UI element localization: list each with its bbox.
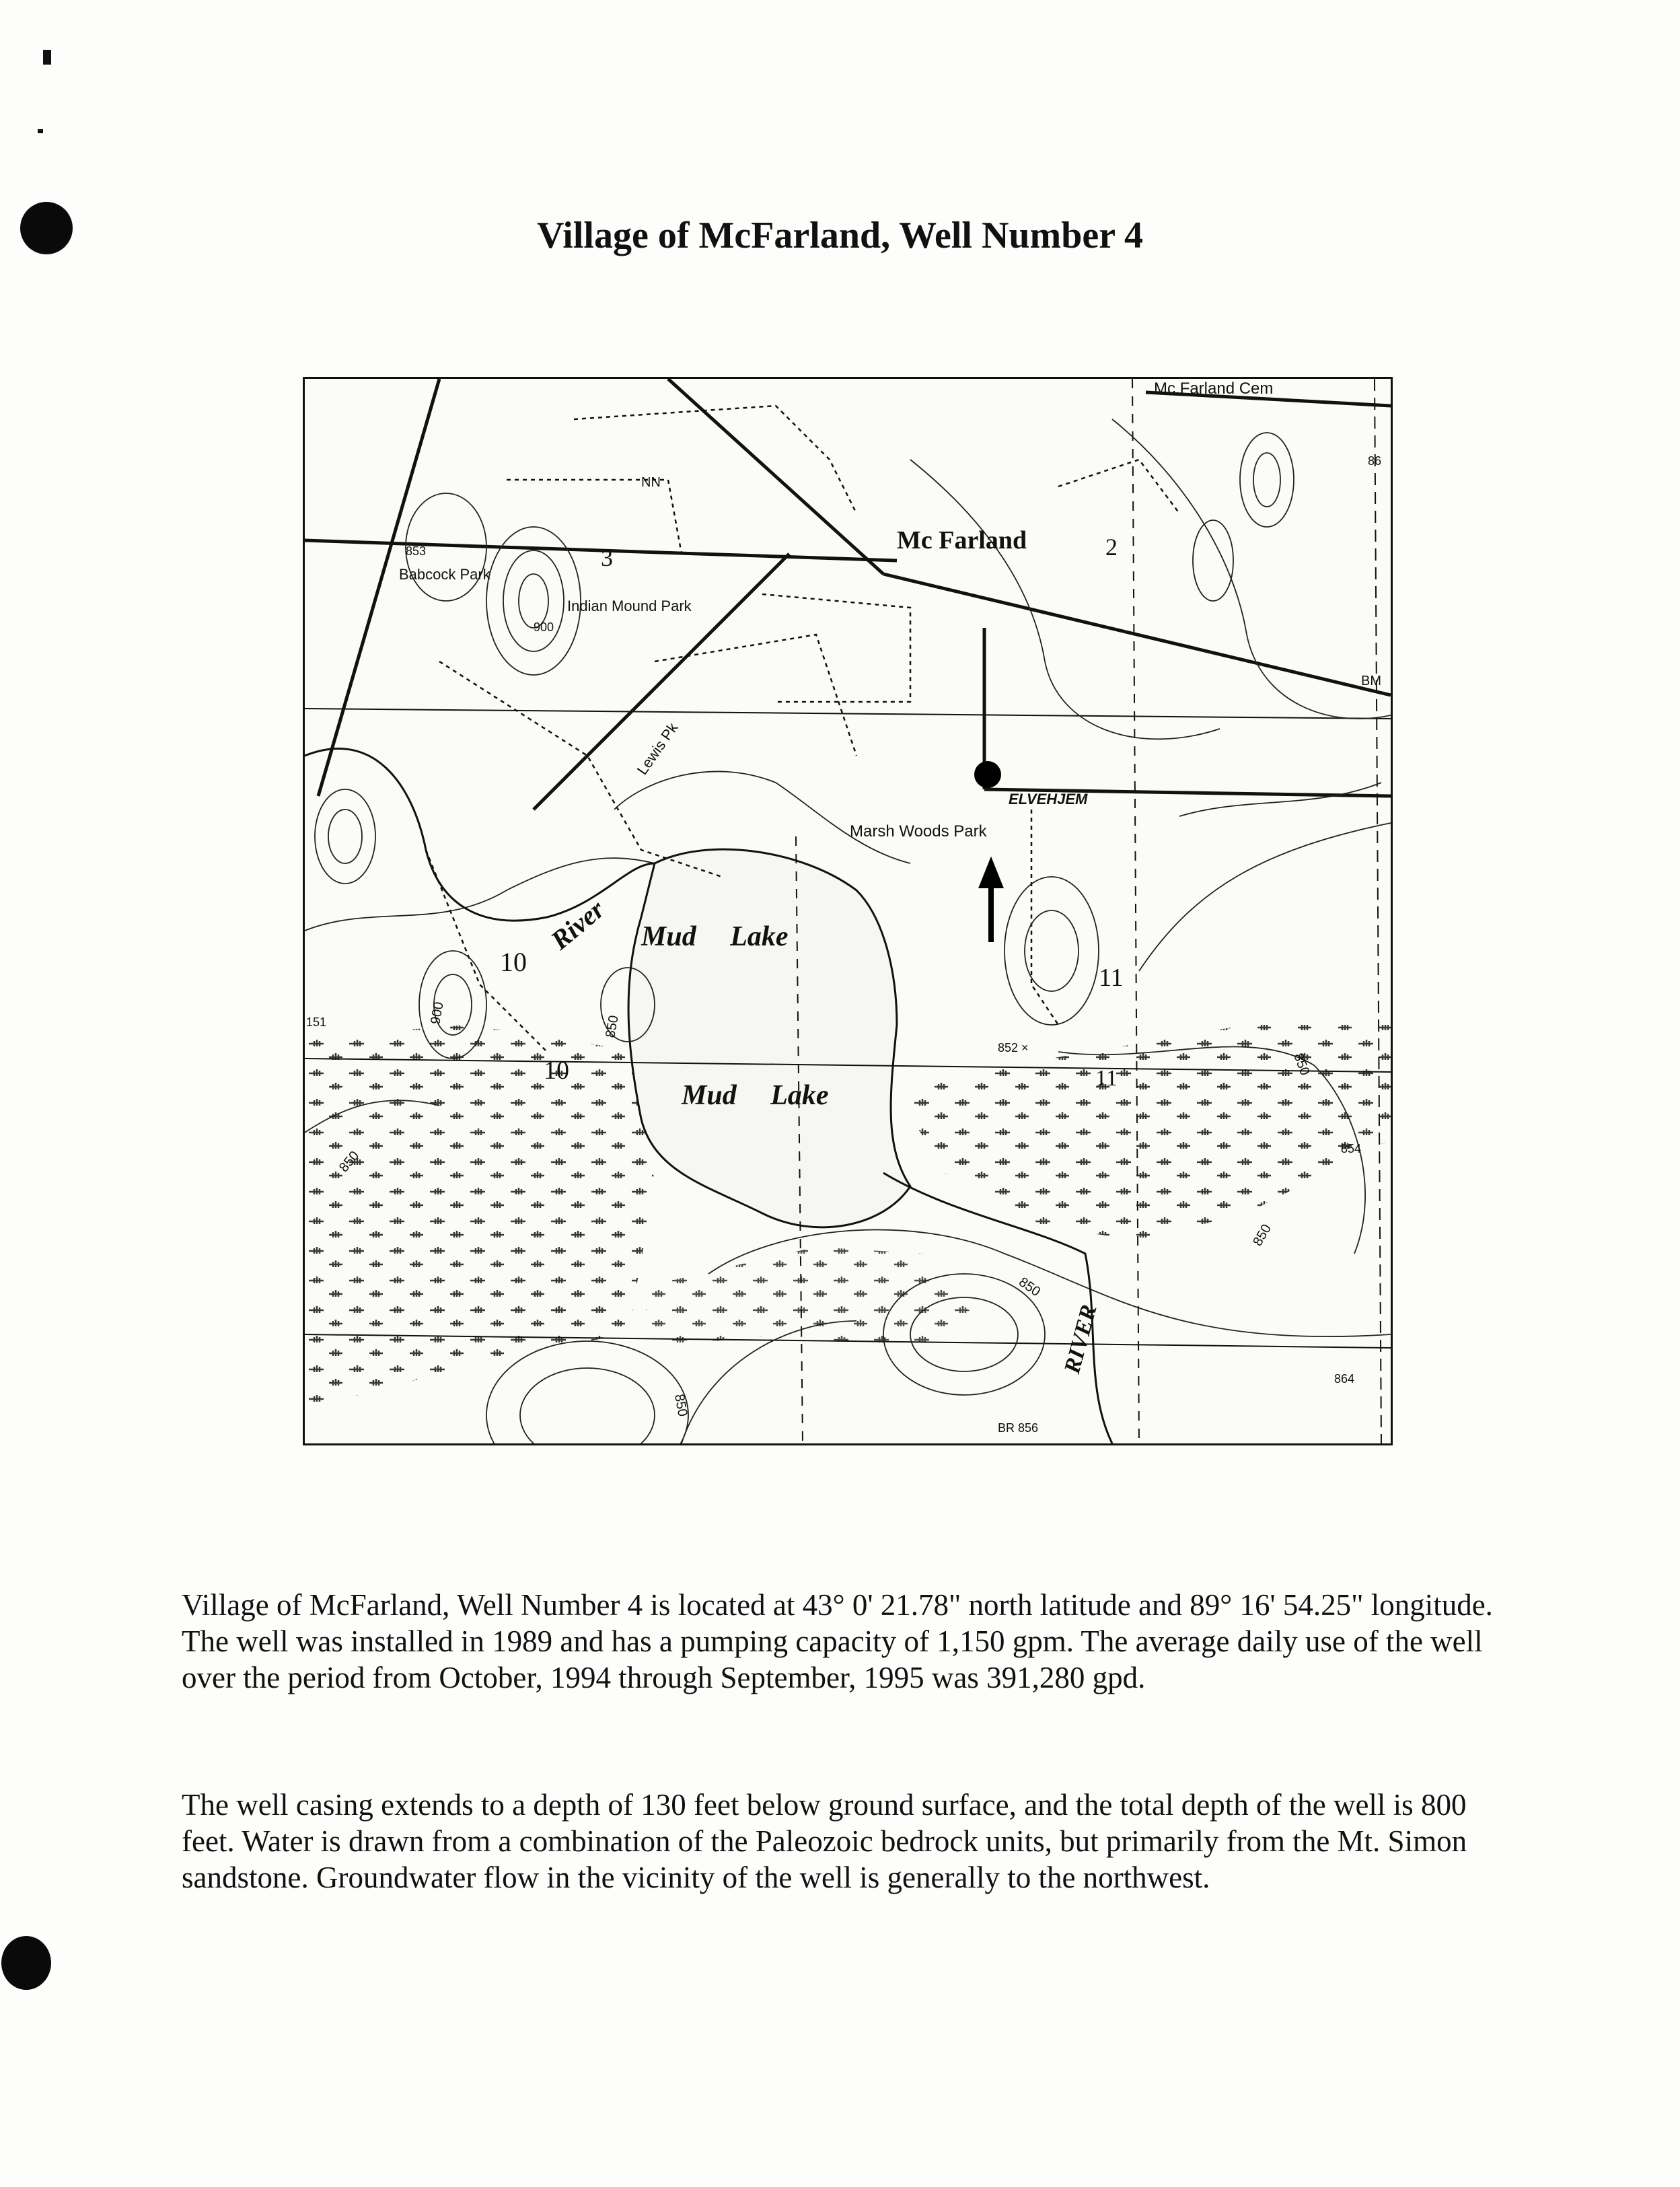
label-section-10: 10 xyxy=(500,947,527,977)
label-elev-852: 852 × xyxy=(998,1041,1029,1054)
well-location-marker xyxy=(974,761,1001,788)
scan-speck xyxy=(43,50,51,65)
label-section-11b: 11 xyxy=(1095,1066,1118,1091)
label-elev-151: 151 xyxy=(306,1015,327,1029)
label-indian-mound-park: Indian Mound Park xyxy=(567,598,692,614)
label-mud-lake-south: Mud Lake xyxy=(682,1080,829,1111)
label-elev-850b: 850 xyxy=(336,1148,363,1176)
label-mud-lake-north: Mud Lake xyxy=(641,921,789,952)
label-section-2: 2 xyxy=(1105,534,1118,561)
scan-speck xyxy=(38,129,43,133)
marsh-area-east xyxy=(897,1025,1391,1240)
label-elev-850e: 850 xyxy=(1290,1051,1313,1078)
label-section-10b: 10 xyxy=(544,1056,569,1085)
label-route-nn: NN xyxy=(641,475,661,490)
label-mcfarland-cem: Mc Farland Cem xyxy=(1154,380,1274,398)
label-elev-850f: 850 xyxy=(1250,1221,1275,1249)
label-section-3: 3 xyxy=(601,544,613,571)
description-paragraph-construction: The well casing extends to a depth of 130 feet below ground surface, and the total depth of the well is 800 feet. Water is drawn from a combination of the Paleozoic bedrock units, but primarily from the Mt. Simon sandstone. Groundwater flow in the vicinity of the well is generally to the northwest. xyxy=(182,1788,1467,1894)
label-elev-86: 86 xyxy=(1368,454,1382,468)
label-elev-850d: 850 xyxy=(671,1393,690,1418)
label-elev-900: 900 xyxy=(534,620,554,634)
page-title: Village of McFarland, Well Number 4 xyxy=(536,215,1144,256)
label-elev-850c: 850 xyxy=(1016,1275,1044,1300)
label-elev-853: 853 xyxy=(406,544,427,558)
description-paragraph-location: Village of McFarland, Well Number 4 is located at 43° 0' 21.78" north latitude and 89° 16' 54.25" longitude. The well was installed in 1989 and has a pumping capacity of 1,150 gpm. The average daily use of the well over the period from October, 1994 through September, 1995 was 391,280 gpd. xyxy=(182,1588,1493,1694)
label-marsh-woods-park: Marsh Woods Park xyxy=(850,822,987,840)
label-br-856: BR 856 xyxy=(998,1421,1039,1435)
mud-lake-shore xyxy=(628,849,910,1227)
label-elev-900b: 900 xyxy=(428,1001,447,1026)
label-babcock-park: Babcock Park xyxy=(399,566,490,583)
label-lewis-pk: Lewis Pk xyxy=(633,719,682,778)
marsh-area-west xyxy=(305,1025,655,1408)
roads xyxy=(305,379,1391,810)
punch-hole-bottom xyxy=(1,1936,51,1990)
topographic-map xyxy=(303,377,1393,1445)
map-canvas xyxy=(305,379,1391,1443)
label-section-11: 11 xyxy=(1099,964,1124,992)
marsh-area-south xyxy=(641,1247,978,1348)
label-elev-850a: 850 xyxy=(603,1014,622,1039)
north-arrow xyxy=(980,860,1002,941)
label-elev-864: 864 xyxy=(1334,1372,1355,1386)
label-river-south: RIVER xyxy=(1059,1302,1102,1377)
label-mcfarland: Mc Farland xyxy=(897,526,1027,554)
label-bm: BM xyxy=(1361,674,1381,688)
label-elvehjem: ELVEHJEM xyxy=(1009,791,1088,808)
label-elev-854: 854 xyxy=(1341,1142,1362,1155)
label-river-west: River xyxy=(544,894,610,956)
